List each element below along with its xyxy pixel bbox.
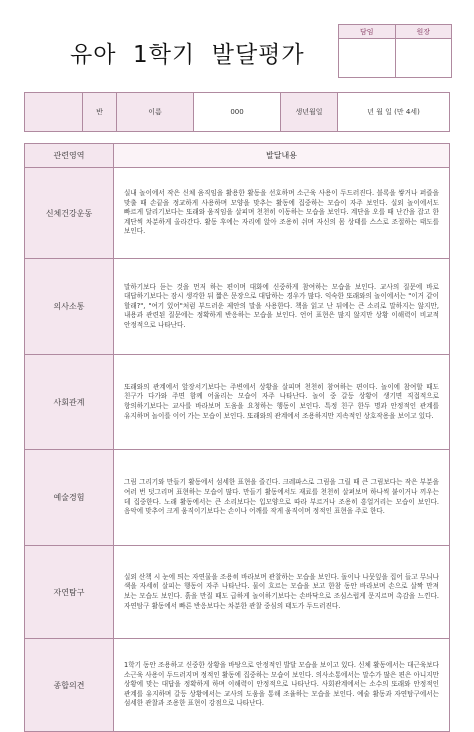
area-header: 관련영역	[25, 144, 114, 168]
content-physical: 실내 놀이에서 작은 신체 움직임을 활용한 활동을 선호하며 소근육 사용이 두드러진다. 블록을 쌓거나 퍼즐을 맞출 때 손끝을 정교하게 사용하며 모양을 맞추는 활동에 집중하는 모습이 자주 보인다. 실외 놀이에서도 빠르게 달리기보다는 또래와 움직임을 살피며 천천히 이동하는 모습을 보인다. 계단을 오를 때 난간을 잡고 한 계단씩 차분하게 올라간다. 활동 후에는 자리에 앉아 조용히 쉬며 자신의 몸 상태를 스스로 조절하는 태도를 보인다.	[124, 189, 439, 236]
teacher-sign-cell[interactable]	[339, 39, 396, 78]
approval-box	[338, 24, 452, 78]
area-summary: 종합의견	[25, 639, 114, 732]
director-label: 원장	[395, 25, 452, 39]
teacher-label: 담임	[339, 25, 396, 39]
page-title: 유아 1학기 발달평가	[70, 42, 305, 68]
table-row	[25, 355, 450, 450]
content-communication: 말하기보다 듣는 것을 먼저 하는 편이며 대화에 신중하게 참여하는 모습을 보인다. 교사의 질문에 바로 대답하기보다는 잠시 생각한 뒤 짧은 문장으로 대답하는 경우가 많다. 익숙한 또래와의 놀이에서는 "이거 같이 할래?", "여기 있어"처럼 부드러운 제안의 말을 사용한다. 책을 읽고 난 뒤에는 큰 소리로 말하지는 않지만, 내용과 관련된 질문에는 정확하게 반응하는 모습을 보인다. 언어 표현은 많지 않지만 상황 이해력이 비교적 안정적으로 나타난다.	[124, 282, 439, 329]
content-social: 또래와의 관계에서 앞장서기보다는 주변에서 상황을 살피며 천천히 참여하는 편이다. 놀이에 참여할 때도 친구가 다가와 주면 함께 어울리는 모습이 자주 나타난다. 놀이 중 갈등 상황이 생기면 직접적으로 항의하기보다는 교사를 바라보며 도움을 요청하는 행동이 보인다. 특정 친구 한두 명과 안정적인 관계를 유지하며 놀이를 이어 가는 모습이 보인다. 또래와의 관계에서 조용하지만 지속적인 상호작용을 보이고 있다.	[124, 382, 439, 420]
area-art: 예술경험	[25, 450, 114, 546]
content-cell[interactable]	[114, 168, 450, 259]
area-communication: 의사소통	[25, 259, 114, 355]
info-row	[24, 92, 450, 132]
area-social: 사회관계	[25, 355, 114, 450]
birth-label: 생년월일	[281, 93, 338, 132]
class-label: 반	[83, 93, 117, 132]
table-row	[25, 259, 450, 355]
development-table	[24, 143, 450, 732]
area-physical: 신체건강운동	[25, 168, 114, 259]
table-row	[25, 168, 450, 259]
content-cell[interactable]	[114, 639, 450, 732]
content-header: 발달내용	[114, 144, 450, 168]
content-cell[interactable]	[114, 450, 450, 546]
table-row	[25, 639, 450, 732]
content-summary: 1학기 동안 조용하고 신중한 상황을 바탕으로 안정적인 발달 모습을 보이고 있다. 신체 활동에서는 대근육보다 소근육 사용이 두드러지며 정적인 활동에 집중하는 모습이 보인다. 의사소통에서는 말수가 많은 편은 아니지만 상황에 맞는 대답을 정확하게 하며 이해력이 안정적으로 나타난다. 사회관계에서는 소수의 또래와 안정적인 관계를 유지하며 갈등 상황에서는 교사의 도움을 통해 조율하는 모습을 보인다. 예술 활동과 자연탐구에서는 섬세한 관찰과 조용한 표현이 강점으로 나타난다.	[124, 661, 439, 708]
birth-age-value[interactable]: 년 월 일 (만 4세)	[338, 93, 450, 132]
name-label: 이름	[117, 93, 194, 132]
content-cell[interactable]	[114, 546, 450, 639]
director-sign-cell[interactable]	[395, 39, 452, 78]
table-row	[25, 546, 450, 639]
area-nature: 자연탐구	[25, 546, 114, 639]
content-art: 그림 그리기와 만들기 활동에서 섬세한 표현을 즐긴다. 크레파스로 그림을 그릴 때 큰 그림보다는 작은 부분을 여러 번 덧그리며 표현하는 모습이 많다. 만들기 활동에서도 재료를 천천히 살펴보며 하나씩 붙이거나 끼우는 데 집중한다. 노래 활동에서는 큰 소리보다는 입모양으로 따라 부르거나 조용히 흥얼거리는 모습이 보인다. 음악에 맞추어 크게 움직이기보다는 손이나 어깨를 작게 움직이며 정적인 표현을 주로 한다.	[124, 478, 439, 516]
class-value-cell[interactable]	[25, 93, 83, 132]
table-row	[25, 450, 450, 546]
content-cell[interactable]	[114, 355, 450, 450]
content-cell[interactable]	[114, 259, 450, 355]
content-nature: 실외 산책 시 눈에 띄는 자연물을 조용히 바라보며 관찰하는 모습을 보인다. 돌이나 나뭇잎을 집어 들고 무늬나 색을 자세히 살피는 행동이 자주 나타난다. 물이 흐르는 모습을 보고 한참 동안 바라보며 손으로 살짝 만져 보는 모습도 보인다. 흙을 만질 때도 급하게 놀이하기보다는 손바닥으로 조심스럽게 문지르며 촉감을 느낀다. 자연탐구 활동에서 빠른 반응보다는 차분한 관찰 중심의 태도가 두드러진다.	[124, 572, 439, 610]
table-header-row	[25, 144, 450, 168]
name-value[interactable]: 000	[194, 93, 281, 132]
